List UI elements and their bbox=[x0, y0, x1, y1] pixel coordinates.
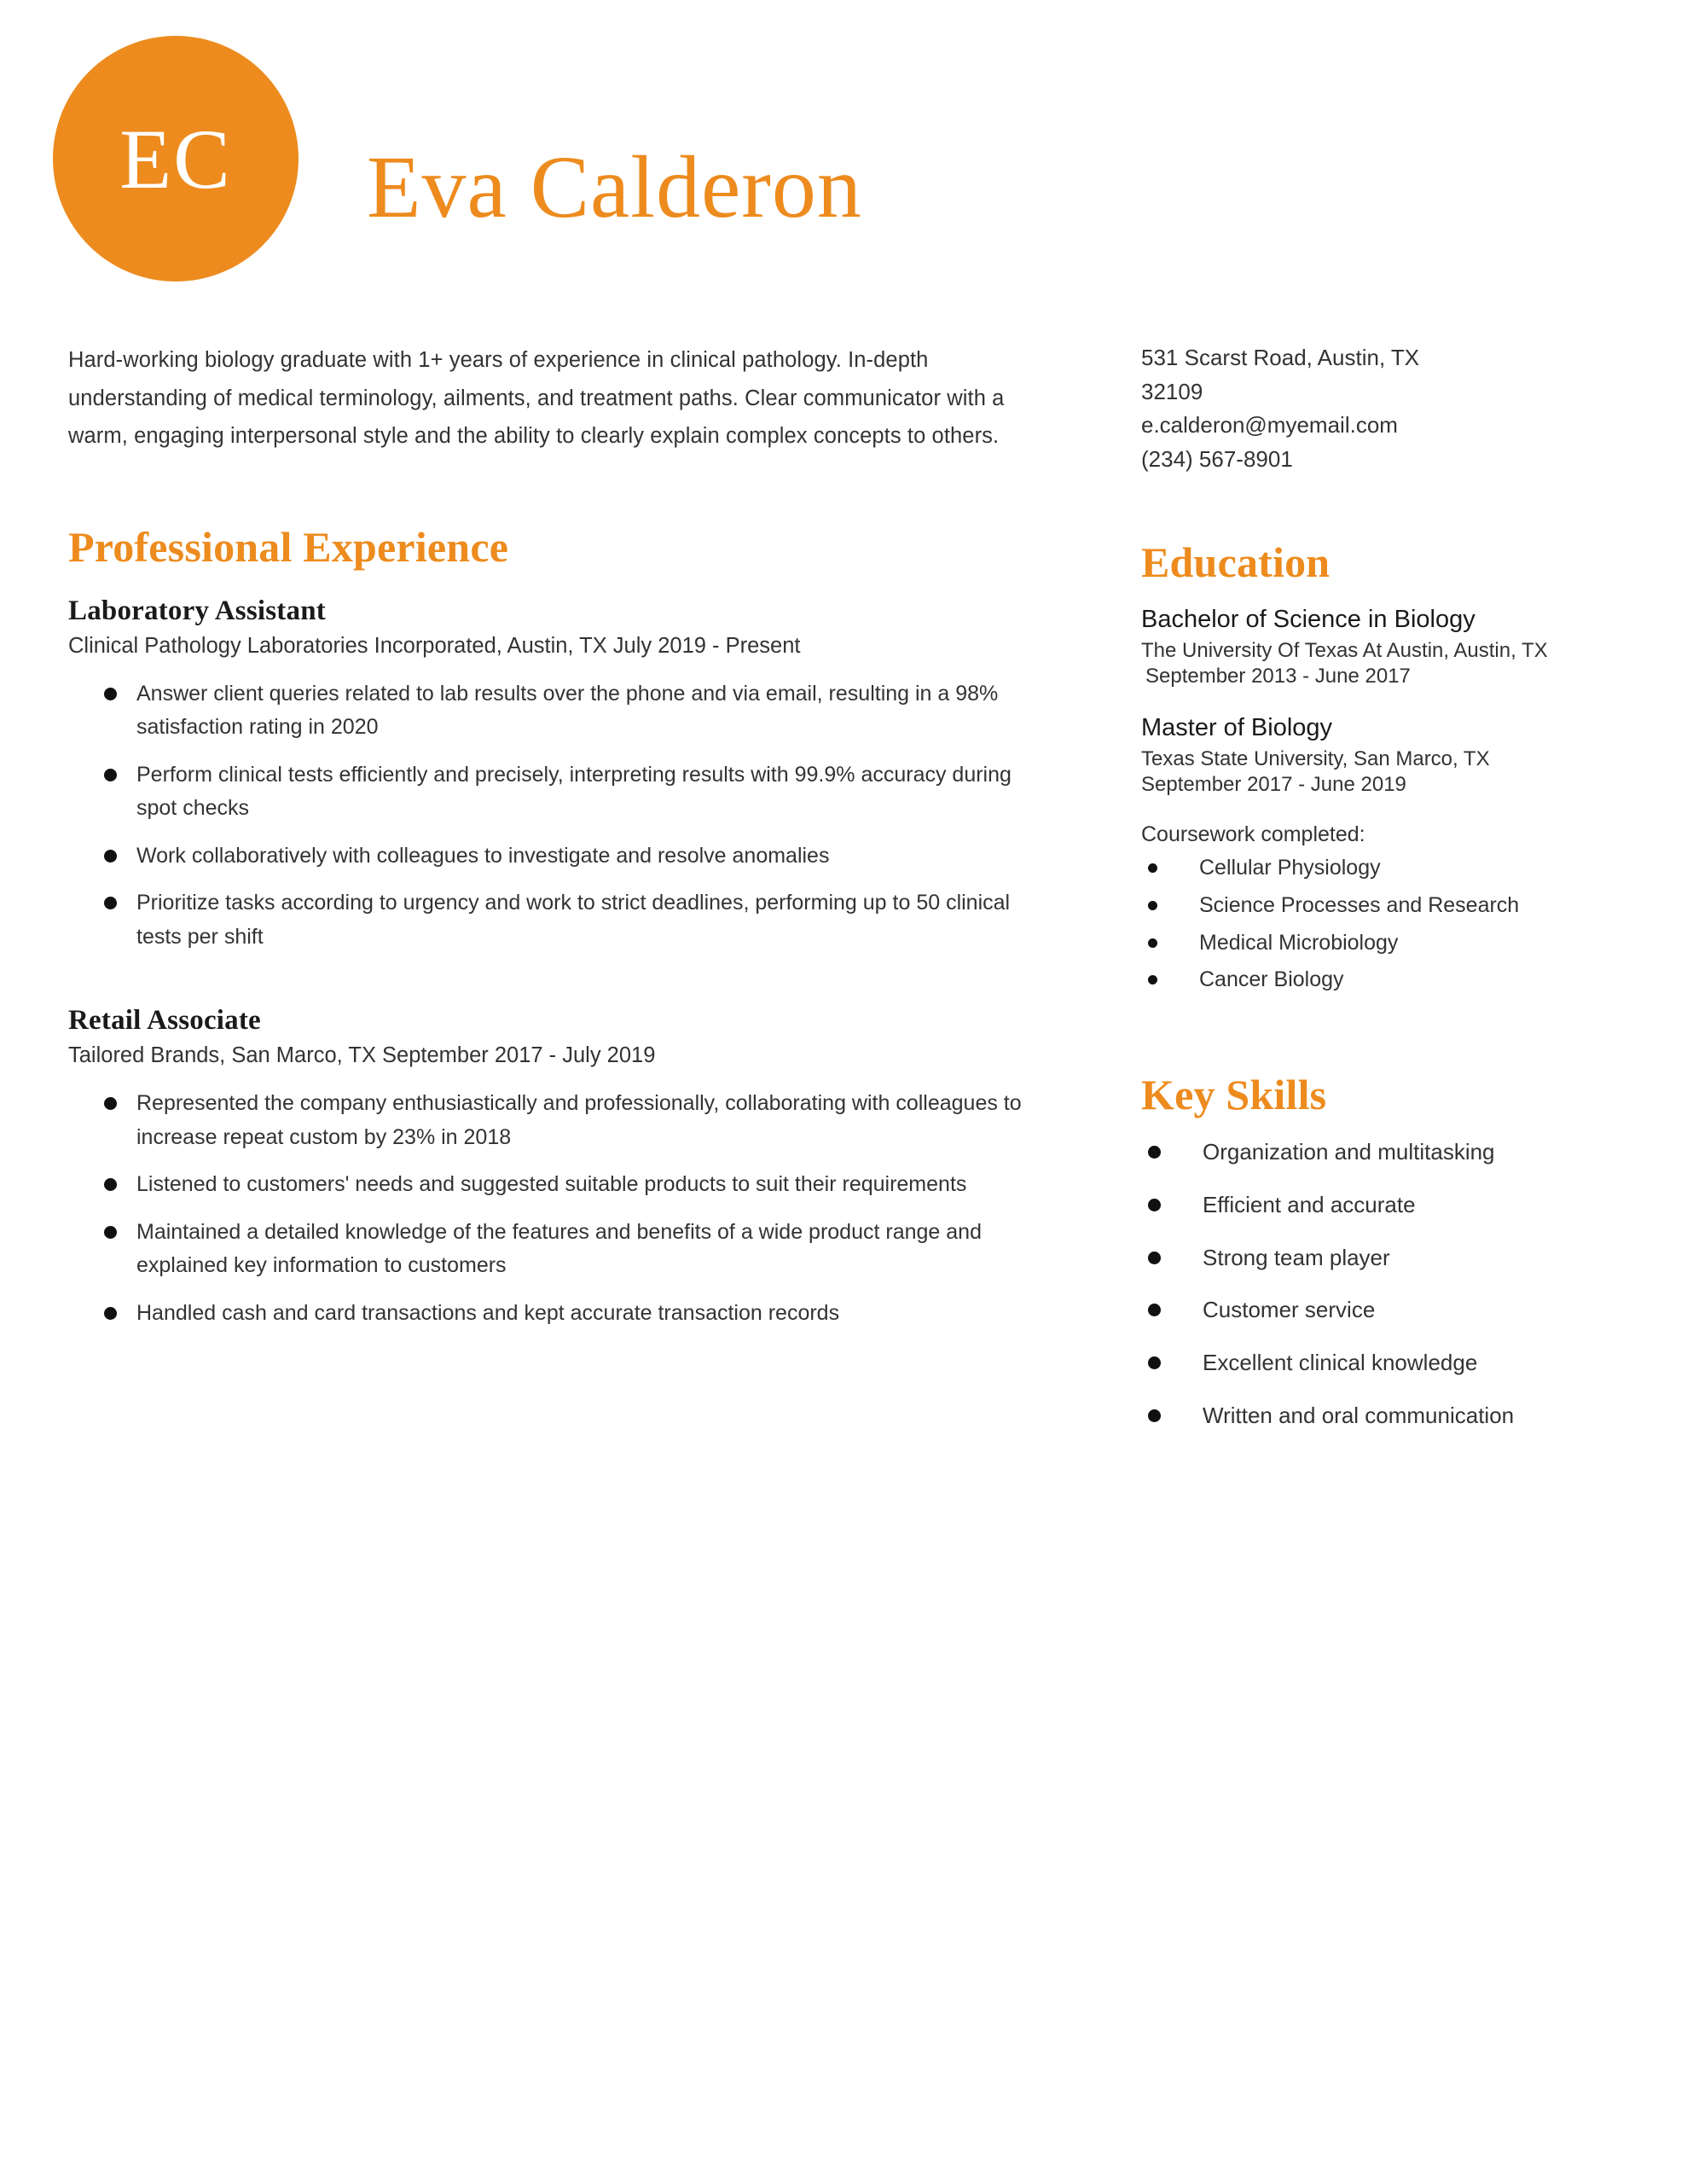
job-title: Retail Associate bbox=[68, 1005, 261, 1037]
list-item: Answer client queries related to lab results over the phone and via email, resulting in a 98% satisfaction rating in 2020 bbox=[68, 677, 1053, 745]
coursework-list bbox=[1141, 854, 1619, 995]
job-bullets bbox=[68, 677, 1053, 955]
education-entry-1 bbox=[1141, 606, 1619, 688]
section-title-experience: Professional Experience bbox=[68, 522, 509, 571]
avatar-monogram bbox=[53, 36, 299, 282]
list-item: Handled cash and card transactions and kept accurate transaction records bbox=[68, 1297, 1053, 1331]
coursework-label: Coursework completed: bbox=[1141, 822, 1365, 847]
contact-address-line1: 531 Scarst Road, Austin, TX bbox=[1141, 345, 1420, 370]
skills-list bbox=[1141, 1138, 1619, 1431]
list-item: Written and oral communication bbox=[1141, 1402, 1619, 1431]
list-item: Work collaboratively with colleagues to investigate and resolve anomalies bbox=[68, 839, 1053, 874]
list-item: Science Processes and Research bbox=[1141, 892, 1619, 921]
list-item: Strong team player bbox=[1141, 1244, 1619, 1273]
section-title-education: Education bbox=[1141, 538, 1330, 587]
job-title: Laboratory Assistant bbox=[68, 595, 326, 626]
education-degree: Master of Biology bbox=[1141, 714, 1333, 742]
education-degree: Bachelor of Science in Biology bbox=[1141, 606, 1475, 634]
skills-block bbox=[1141, 1138, 1619, 1431]
list-item: Represented the company enthusiastically and professionally, collaborating with colleagues to increase repeat custom by 23% in 2018 bbox=[68, 1087, 1053, 1154]
list-item: Listened to customers' needs and suggested suitable products to suit their requirements bbox=[68, 1168, 1053, 1202]
experience-entry-2 bbox=[68, 1005, 1053, 1330]
profile-summary: Hard-working biology graduate with 1+ years of experience in clinical pathology. In-depth understanding of medical terminology, ailments, and treatment paths. Clear communicator with a warm, engaging interpersonal style and the ability to clearly explain complex concepts to others. bbox=[68, 348, 1005, 449]
education-entry-2 bbox=[1141, 714, 1619, 797]
list-item: Cancer Biology bbox=[1141, 966, 1619, 995]
page-title: Eva Calderon bbox=[367, 138, 862, 236]
list-item: Organization and multitasking bbox=[1141, 1138, 1619, 1167]
job-meta: Tailored Brands, San Marco, TX September 2017 - July 2019 bbox=[68, 1043, 656, 1068]
list-item: Medical Microbiology bbox=[1141, 929, 1619, 958]
job-meta: Clinical Pathology Laboratories Incorporated, Austin, TX July 2019 - Present bbox=[68, 633, 801, 658]
section-title-skills: Key Skills bbox=[1141, 1071, 1327, 1119]
right-column bbox=[1141, 341, 1619, 1455]
monogram-initials: EC bbox=[119, 111, 232, 206]
job-bullets bbox=[68, 1087, 1053, 1330]
contact-phone[interactable]: (234) 567-8901 bbox=[1141, 445, 1293, 472]
list-item: Excellent clinical knowledge bbox=[1141, 1349, 1619, 1378]
contact-address-line2: 32109 bbox=[1141, 378, 1203, 404]
education-school: Texas State University, San Marco, TX bbox=[1141, 747, 1490, 771]
list-item: Prioritize tasks according to urgency and work to strict deadlines, performing up to 50 clinical tests per shift bbox=[68, 886, 1053, 954]
left-column bbox=[68, 341, 1053, 1344]
contact-block bbox=[1141, 341, 1619, 476]
education-school: The University Of Texas At Austin, Austin, TX bbox=[1141, 639, 1548, 663]
list-item: Perform clinical tests efficiently and precisely, interpreting results with 99.9% accuracy during spot checks bbox=[68, 758, 1053, 826]
list-item: Efficient and accurate bbox=[1141, 1191, 1619, 1220]
contact-email[interactable]: e.calderon@myemail.com bbox=[1141, 412, 1398, 439]
education-dates: September 2017 - June 2019 bbox=[1141, 773, 1406, 797]
education-dates: September 2013 - June 2017 bbox=[1145, 665, 1411, 688]
experience-entry-1 bbox=[68, 595, 1053, 955]
list-item: Maintained a detailed knowledge of the features and benefits of a wide product range and explained key information to customers bbox=[68, 1216, 1053, 1283]
resume-header bbox=[53, 36, 1162, 283]
list-item: Customer service bbox=[1141, 1296, 1619, 1325]
list-item: Cellular Physiology bbox=[1141, 854, 1619, 883]
